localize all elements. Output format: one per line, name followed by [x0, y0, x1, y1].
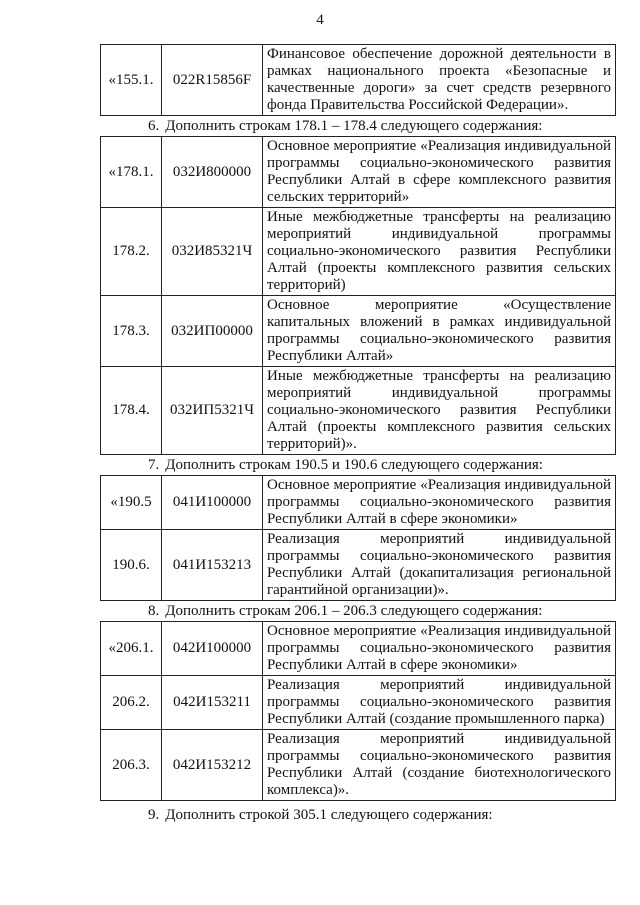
budget-code-cell: 032ИП00000 — [162, 296, 263, 367]
section-index: 8. — [148, 603, 160, 619]
table-row — [101, 730, 616, 801]
budget-code-cell: 032И85321Ч — [162, 208, 263, 296]
row-number-cell: 206.3. — [101, 730, 162, 801]
amendment-table — [100, 621, 616, 801]
description-cell: Иные межбюджетные трансферты на реализацию мероприятий индивидуальной программы социально-экономического развития Республики Алтай (проекты комплексного развития сельских территорий) — [263, 208, 616, 296]
amendment-table — [100, 475, 616, 601]
amendment-table — [100, 44, 616, 116]
description-cell: Основное мероприятие «Осуществление капитальных вложений в рамках индивидуальной программы социально-экономического развития Республики Алтай» — [263, 296, 616, 367]
budget-code-cell: 042И153212 — [162, 730, 263, 801]
section-heading-text: Дополнить строкам 206.1 – 206.3 следующего содержания: — [165, 603, 543, 619]
budget-code-cell: 041И100000 — [162, 476, 263, 530]
table-row — [101, 208, 616, 296]
description-cell: Реализация мероприятий индивидуальной программы социально-экономического развития Республики Алтай (создание биотехнологического комплекса)». — [263, 730, 616, 801]
table-row — [101, 530, 616, 601]
table-row — [101, 137, 616, 208]
row-number-cell: 178.2. — [101, 208, 162, 296]
description-cell: Основное мероприятие «Реализация индивидуальной программы социально-экономического развития Республики Алтай в сфере экономики» — [263, 476, 616, 530]
description-cell: Основное мероприятие «Реализация индивидуальной программы социально-экономического развития Республики Алтай в сфере экономики» — [263, 622, 616, 676]
description-cell: Реализация мероприятий индивидуальной программы социально-экономического развития Республики Алтай (создание промышленного парка) — [263, 676, 616, 730]
section-heading-9 — [100, 801, 616, 825]
amendment-table — [100, 136, 616, 455]
budget-code-cell: 042И100000 — [162, 622, 263, 676]
section-heading — [100, 116, 616, 136]
section-index: 6. — [148, 118, 160, 134]
table-row — [101, 676, 616, 730]
budget-code-cell: 032ИП5321Ч — [162, 367, 263, 455]
budget-code-cell: 042И153211 — [162, 676, 263, 730]
budget-code-cell: 022R15856F — [162, 45, 263, 116]
budget-code-cell: 041И153213 — [162, 530, 263, 601]
description-cell: Иные межбюджетные трансферты на реализацию мероприятий индивидуальной программы социально-экономического развития Республики Алтай (проекты комплексного развития сельских территорий)». — [263, 367, 616, 455]
table-row — [101, 367, 616, 455]
row-number-cell: «190.5 — [101, 476, 162, 530]
section-heading-text: Дополнить строкам 178.1 – 178.4 следующего содержания: — [165, 118, 543, 134]
section-index: 9. — [148, 807, 160, 823]
section-heading — [100, 601, 616, 621]
page-number: 4 — [316, 12, 324, 28]
row-number-cell: «155.1. — [101, 45, 162, 116]
row-number-cell: 206.2. — [101, 676, 162, 730]
table-row — [101, 622, 616, 676]
row-number-cell: 178.4. — [101, 367, 162, 455]
budget-code-cell: 032И800000 — [162, 137, 263, 208]
row-number-cell: 178.3. — [101, 296, 162, 367]
amendment-sections — [100, 44, 616, 801]
table-row — [101, 45, 616, 116]
document-body — [100, 44, 616, 825]
section-index: 7. — [148, 457, 160, 473]
table-row — [101, 476, 616, 530]
table-row — [101, 296, 616, 367]
description-cell: Финансовое обеспечение дорожной деятельности в рамках национального проекта «Безопасные и качественные дороги» за счет средств резервного фонда Правительства Российской Федерации». — [263, 45, 616, 116]
row-number-cell: 190.6. — [101, 530, 162, 601]
description-cell: Реализация мероприятий индивидуальной программы социально-экономического развития Республики Алтай (докапитализация региональной гарантийной организации)». — [263, 530, 616, 601]
row-number-cell: «178.1. — [101, 137, 162, 208]
section-heading — [100, 455, 616, 475]
row-number-cell: «206.1. — [101, 622, 162, 676]
section-heading-text: Дополнить строкой 305.1 следующего содержания: — [165, 807, 493, 823]
section-heading-text: Дополнить строкам 190.5 и 190.6 следующего содержания: — [165, 457, 543, 473]
description-cell: Основное мероприятие «Реализация индивидуальной программы социально-экономического развития Республики Алтай в сфере комплексного развития сельских территорий» — [263, 137, 616, 208]
